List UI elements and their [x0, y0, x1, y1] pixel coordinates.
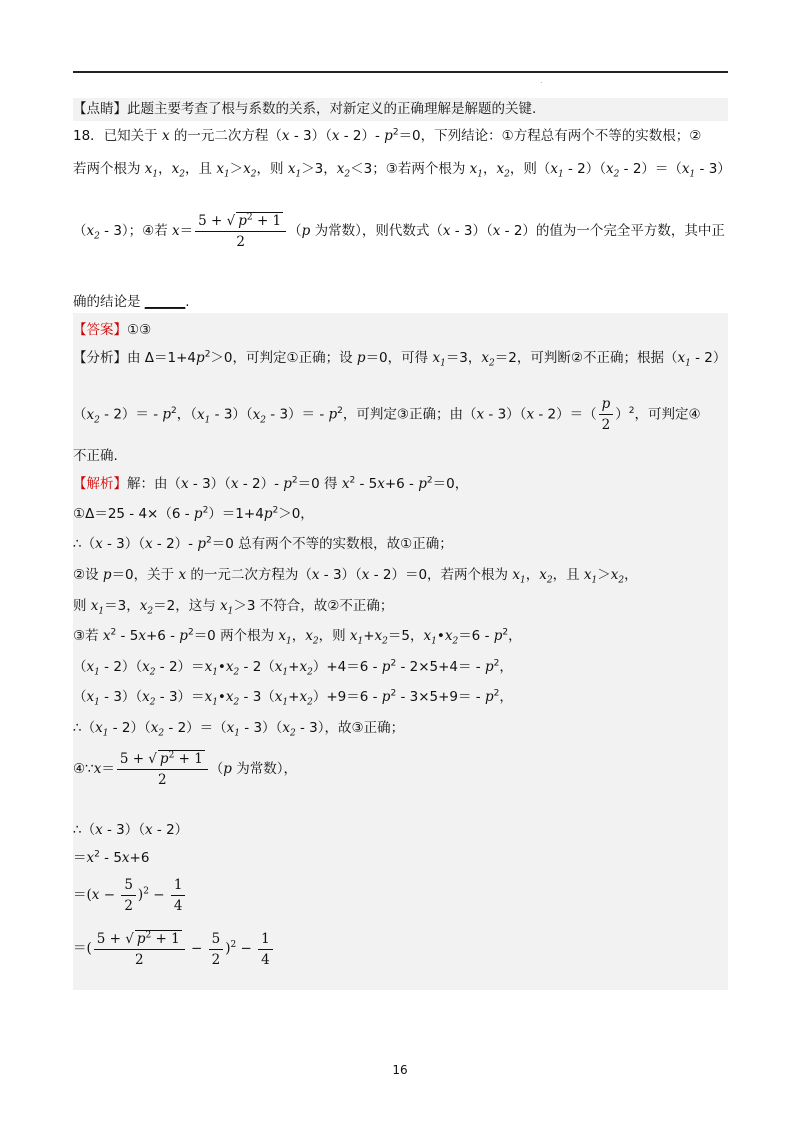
question-line-3: $(x_2 - 3)$；④若 x＝ $\frac{5 + √ p^2 + 1}{2}$ （p 为常数），则代数式（x - 3）（x - 2）的值为一个完全平方数，其中正: [73, 212, 725, 250]
solution-line-8: $(x_1 - 3)(x_2$ - $3)=x_1•x_2 - 3(x_1+x_2)+9=6 - p^2 - 3\times 5+9= - p^2$，: [73, 688, 513, 708]
solution-line-7: $(x_1 - 2)(x_2$ - $2)=x_1•x_2 - 2(x_1+x_2)+4=6 - p^2 - 2\times 5+4= - p^2$，: [73, 658, 513, 678]
answer-tag: 【答案】: [73, 322, 127, 338]
analysis-line-2: $(x_2 - 2)= - p^2$，$(x_1 - 3)(x_2 - 3)= - p^2$，可判定③正确；由（x - 3）（x - 2）＝（ $\frac{p}{2}$ ）$^2$，可判定④: [73, 396, 701, 433]
question-period: .: [185, 294, 190, 310]
header-mark: .: [540, 76, 543, 85]
solution-tag: 【解析】: [73, 476, 127, 492]
analysis-line-3: 不正确.: [73, 448, 118, 464]
review-tag: 【点睛】: [73, 101, 127, 117]
review-note: [73, 98, 728, 121]
analysis-tag: 【分析】: [73, 350, 127, 366]
solution-line-9: $\therefore(x_1 - 2)(x_2 - 2)=(x_1 - 3)(x_2 - 3)$，故③正确；: [73, 720, 405, 739]
solution-intro: 解：由: [127, 476, 168, 492]
question-line-4: 确的结论是 ______.: [73, 294, 190, 310]
answer-blank: ______: [144, 294, 186, 310]
answer-line: [73, 318, 151, 338]
solution-line-14: ＝( $\frac{5 + √ p^2 + 1}{2}$ − $\frac{5}{2}$ )$^2$ − $\frac{1}{4}$: [73, 930, 275, 968]
solution-line-10: ④∵x＝ $\frac{5 + √ p^2 + 1}{2}$ （p 为常数），: [73, 750, 297, 788]
solution-line-4: ②设 p＝0，关于 x 的一元二次方程为（x - 3）（x - 2）＝0，若两个根为 $x_1$，$x_2$，且 $x_1>x_2$，: [73, 567, 638, 586]
solution-line-1: 【解析】解：由（x - 3）（x - 2）- $p^2=0$ 得 $x^2 - 5x+6 - p^2=0$，: [73, 475, 469, 492]
header-rule: [73, 71, 728, 73]
question-line-2: 若两个根为 $x_1$，$x_2$，且 $x_1>x_2$，则 $x_1>3$，$x_2<3$；③若两个根为 $x_1$，$x_2$，则$(x_1 - 2)(x_2 - 2)=(x_1 - 3)$: [73, 161, 731, 180]
solution-line-5: 则 $x_1=3$，$x_2=2$，这与 $x_1>3$ 不符合，故②不正确；: [73, 598, 394, 617]
solution-line-13: ＝(x − $\frac{5}{2}$ )$^2$ − $\frac{1}{4}$: [73, 877, 187, 914]
answer-value: ①③: [127, 322, 152, 338]
solution-line-11: ∴（x - 3）（x - 2）: [73, 822, 189, 838]
page-number: 16: [392, 1063, 408, 1077]
question-number: 18．: [73, 128, 104, 144]
solution-line-12: $=x^2 - 5x+6$: [73, 849, 150, 866]
solution-line-6: ③若 $x^2 - 5x+6 - p^2=0$ 两个根为 $x_1$，$x_2$，则 $x_1+x_2=5$，$x_1•x_2=6 - p^2$，: [73, 627, 522, 647]
analysis-line-1: 【分析】由 $\Delta=1+4p^2>0$，可判定①正确；设 p＝0，可得 $x_1=3$，$x_2=2$，可判断②不正确；根据$(x_1 - 2)$: [73, 349, 727, 369]
solution-line-3: ∴（x - 3）（x - 2）- $p^2=0$ 总有两个不等的实数根，故①正确；: [73, 535, 453, 552]
question-line-1: 18．已知关于 x 的一元二次方程（x - 3）（x - 2）- $p^2=0$，下列结论：①方程总有两个不等的实数根；②: [73, 127, 702, 144]
solution-line-2: ①Δ＝25 - $4\times(6 - p^2)=1+4p^2>0$，: [73, 505, 314, 522]
review-text: 此题主要考查了根与系数的关系，对新定义的正确理解是解题的关键.: [127, 101, 537, 117]
